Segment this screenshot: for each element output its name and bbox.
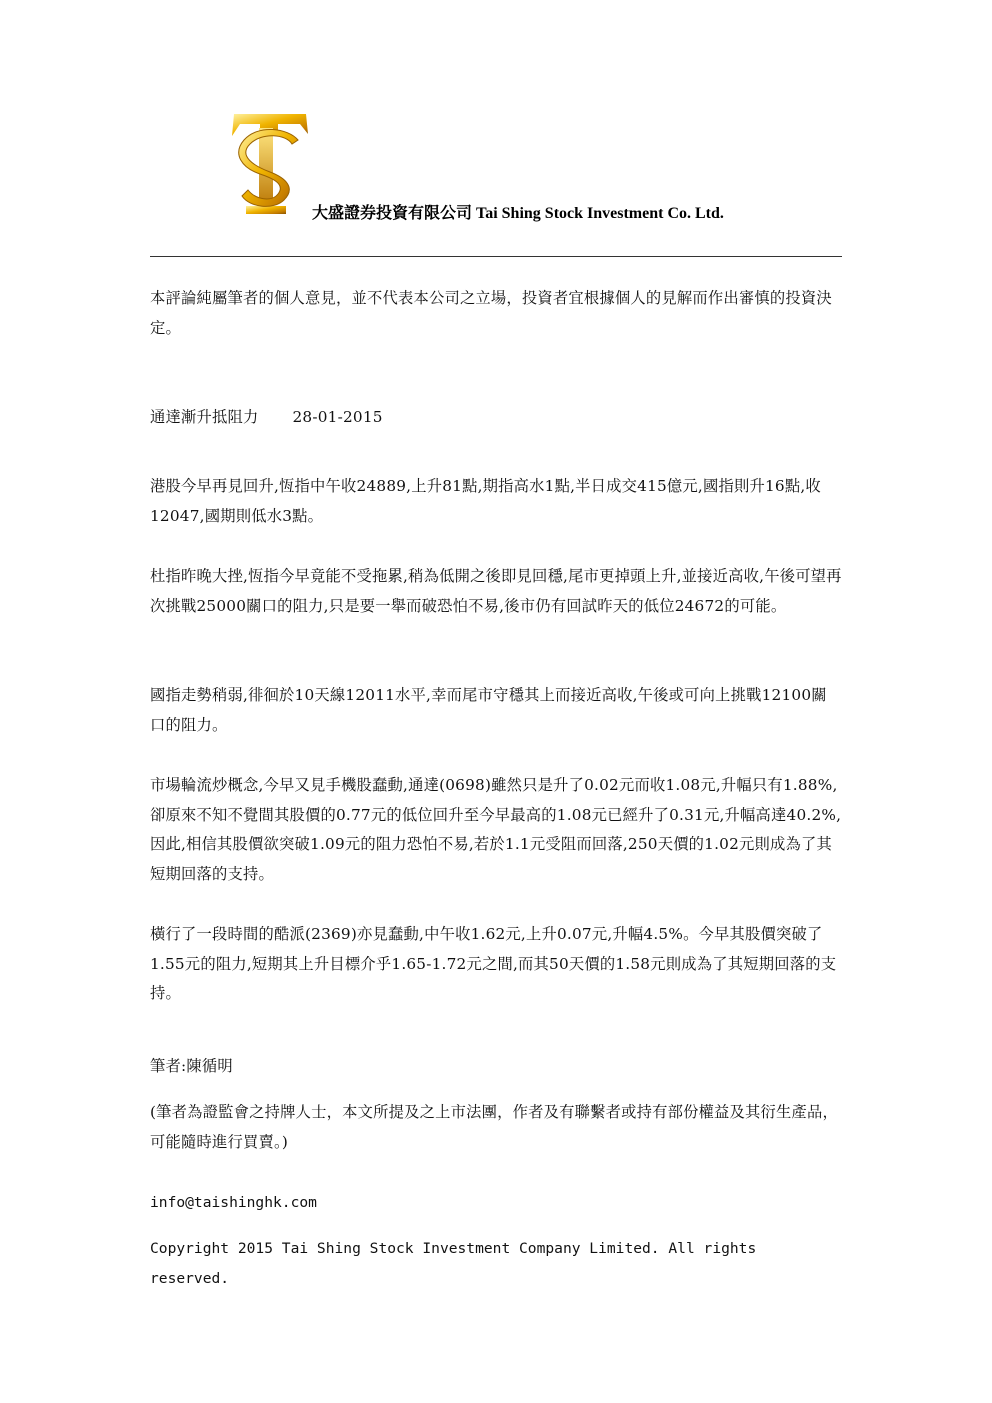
author: 筆者:陳循明 bbox=[150, 1057, 233, 1075]
ts-gold-logo-icon bbox=[228, 110, 310, 218]
header-divider bbox=[150, 256, 842, 257]
article-heading bbox=[150, 403, 842, 433]
paragraph-3: 國指走勢稍弱,徘徊於10天線12011水平,幸而尾市守穩其上而接近高收,午後或可向上挑戰12100關口的阻力。 bbox=[150, 686, 827, 734]
company-name: 大盛證券投資有限公司 Tai Shing Stock Investment Co. Ltd. bbox=[312, 205, 724, 222]
contact-email[interactable]: info@taishinghk.com bbox=[150, 1194, 317, 1211]
article-title: 通達漸升抵阻力 bbox=[150, 408, 259, 426]
paragraph-4: 市場輪流炒概念,今早又見手機股蠢動,通達(0698)雖然只是升了0.02元而收1.08元,升幅只有1.88%,卻原來不知不覺間其股價的0.77元的低位回升至今早最高的1.08元已經升了0.31元,升幅高達40.2%,因此,相信其股價欲突破1.09元的阻力恐怕不易,若於1.1元受阻而回落,250天價的1.02元則成為了其短期回落的支持。 bbox=[150, 776, 842, 884]
paragraph-1: 港股今早再見回升,恆指中午收24889,上升81點,期指高水1點,半日成交415億元,國指則升16點,收12047,國期則低水3點。 bbox=[150, 477, 821, 525]
paragraph-5: 橫行了一段時間的酷派(2369)亦見蠢動,中午收1.62元,上升0.07元,升幅4.5%。今早其股價突破了1.55元的阻力,短期其上升目標介乎1.65-1.72元之間,而其50天價的1.58元則成為了其短期回落的支持。 bbox=[150, 925, 837, 1003]
author-note: (筆者為證監會之持牌人士，本文所提及之上市法團，作者及有聯繫者或持有部份權益及其衍生產品，可能隨時進行買賣。) bbox=[150, 1103, 839, 1151]
paragraph-2: 杜指昨晚大挫,恆指今早竟能不受拖累,稍為低開之後即見回穩,尾市更掉頭上升,並接近高收,午後可望再次挑戰25000關口的阻力,只是要一舉而破恐怕不易,後市仍有回試昨天的低位24672的可能。 bbox=[150, 567, 842, 615]
copyright: Copyright 2015 Tai Shing Stock Investment Company Limited. All rights reserved. bbox=[150, 1240, 757, 1287]
article-date: 28-01-2015 bbox=[292, 408, 383, 426]
disclaimer: 本評論純屬筆者的個人意見，並不代表本公司之立場，投資者宜根據個人的見解而作出審慎的投資決定。 bbox=[150, 289, 832, 337]
